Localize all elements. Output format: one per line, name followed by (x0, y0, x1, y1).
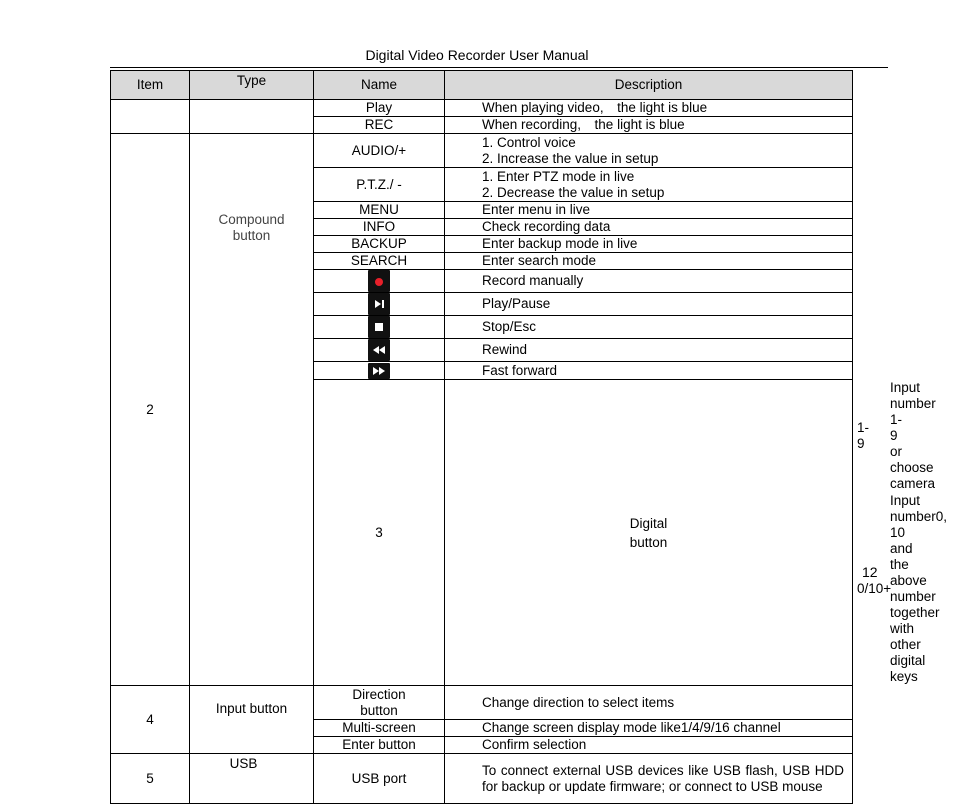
name-cell (314, 316, 445, 339)
table-row (111, 686, 853, 720)
record-icon (368, 270, 390, 292)
description-cell: Stop/Esc (445, 316, 853, 339)
type-cell (445, 380, 853, 686)
name-cell: AUDIO/+ (314, 134, 445, 168)
description-line: 1. Enter PTZ mode in live (482, 168, 635, 184)
column-header-item: Item (111, 71, 190, 100)
type-label: Compound button (218, 212, 285, 243)
type-label: Digital button (629, 515, 668, 550)
type-cell (190, 134, 314, 686)
description-cell (445, 134, 853, 168)
item-number: 2 (111, 134, 190, 686)
name-cell (314, 293, 445, 316)
description-line: 1. Control voice (482, 134, 576, 150)
table-row (111, 100, 853, 117)
name-cell (314, 339, 445, 362)
name-cell: SEARCH (314, 253, 445, 270)
description-cell: Rewind (445, 339, 853, 362)
type-cell: USB (190, 754, 314, 804)
name-cell (314, 270, 445, 293)
description-cell: Record manually (445, 270, 853, 293)
page-number: 12 (862, 564, 878, 580)
fast-forward-icon (368, 363, 390, 379)
description-cell: Confirm selection (445, 737, 853, 754)
description-cell: Enter backup mode in live (445, 236, 853, 253)
description-cell: Check recording data (445, 219, 853, 236)
description-cell: Enter search mode (445, 253, 853, 270)
name-cell: Enter button (314, 737, 445, 754)
item-cell-empty (111, 100, 190, 134)
name-cell: INFO (314, 219, 445, 236)
table-header-row (111, 71, 853, 100)
name-cell (314, 362, 445, 380)
description-cell: Change direction to select items (445, 686, 853, 720)
header-divider (110, 67, 888, 68)
description-cell: Change screen display mode like1/4/9/16 channel (445, 720, 853, 737)
description-cell: Play/Pause (445, 293, 853, 316)
rewind-icon (368, 339, 390, 361)
item-number: 5 (111, 754, 190, 804)
description-line: 2. Decrease the value in setup (482, 184, 665, 200)
name-cell: USB port (314, 754, 445, 804)
name-cell: REC (314, 117, 445, 134)
name-cell: Play (314, 100, 445, 117)
description-cell (445, 168, 853, 202)
column-header-name: Name (314, 71, 445, 100)
name-label: Direction button (352, 686, 406, 718)
name-cell (314, 686, 445, 720)
column-header-description: Description (445, 71, 853, 100)
column-header-type: Type (190, 71, 314, 100)
name-cell: BACKUP (314, 236, 445, 253)
table-row (111, 754, 853, 804)
description-cell: To connect external USB devices like USB flash, USB HDD for backup or update firmware; or connect to USB mouse (445, 754, 853, 804)
stop-icon (368, 316, 390, 338)
table-row (111, 134, 853, 168)
document-header: Digital Video Recorder User Manual (365, 47, 589, 63)
name-cell: MENU (314, 202, 445, 219)
description-cell: When playing video, the light is blue (445, 100, 853, 117)
description-cell: When recording, the light is blue (445, 117, 853, 134)
table-row: 0/10+ Input number0, 10 and the above number together with other digital keys (857, 493, 948, 684)
name-cell: Multi-screen (314, 720, 445, 737)
item-number: 4 (111, 686, 190, 754)
type-cell: Input button (190, 686, 314, 754)
type-cell-empty (190, 100, 314, 134)
description-cell: Enter menu in live (445, 202, 853, 219)
play-pause-icon (368, 293, 390, 315)
item-number: 3 (314, 380, 445, 686)
table-row: 3 Digital button 1-9 Input number 1-9 or choose camera (111, 380, 853, 493)
description-cell: Fast forward (445, 362, 853, 380)
description-line: 2. Increase the value in setup (482, 150, 659, 166)
name-cell: P.T.Z./ - (314, 168, 445, 202)
